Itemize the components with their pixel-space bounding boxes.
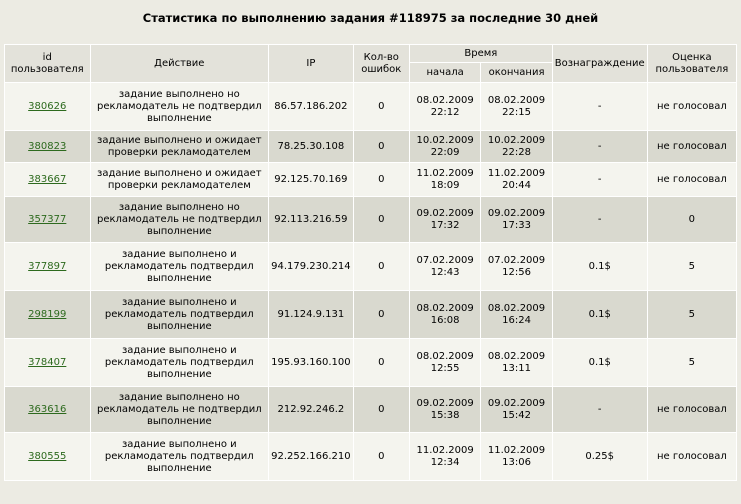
end-time-cell: 07.02.2009 12:56 <box>481 243 552 291</box>
end-time-cell: 09.02.2009 15:42 <box>481 387 552 433</box>
start-time-cell: 08.02.2009 12:55 <box>409 339 480 387</box>
user-id-cell <box>5 339 91 387</box>
user-id-cell <box>5 83 91 131</box>
ip-cell: 92.113.216.59 <box>269 197 354 243</box>
rating-cell: не голосовал <box>647 131 736 163</box>
action-cell: задание выполнено но рекламодатель не подтвердил выполнение <box>90 197 269 243</box>
user-id-link[interactable]: 377897 <box>28 260 67 272</box>
reward-cell: - <box>552 197 647 243</box>
user-id-cell <box>5 433 91 481</box>
header-action: Действие <box>90 45 269 83</box>
errors-cell: 0 <box>353 163 409 197</box>
header-errors: Кол-во ошибок <box>353 45 409 83</box>
header-time-start: начала <box>409 63 480 83</box>
page-title: Статистика по выполнению задания #118975 за последние 30 дней <box>142 11 599 25</box>
stats-table <box>4 44 737 481</box>
user-id-cell <box>5 163 91 197</box>
end-time-cell: 08.02.2009 22:15 <box>481 83 552 131</box>
user-id-cell <box>5 291 91 339</box>
action-cell: задание выполнено и ожидает проверки рекламодателем <box>90 131 269 163</box>
start-time-cell: 07.02.2009 12:43 <box>409 243 480 291</box>
user-id-cell <box>5 197 91 243</box>
errors-cell: 0 <box>353 291 409 339</box>
header-rating: Оценка пользователя <box>647 45 736 83</box>
table-row <box>5 339 737 387</box>
user-id-link[interactable]: 380555 <box>28 450 67 462</box>
table-row <box>5 83 737 131</box>
start-time-cell: 09.02.2009 15:38 <box>409 387 480 433</box>
ip-cell: 94.179.230.214 <box>269 243 354 291</box>
start-time-cell: 08.02.2009 16:08 <box>409 291 480 339</box>
header-time: Время <box>409 45 552 63</box>
ip-cell: 91.124.9.131 <box>269 291 354 339</box>
action-cell: задание выполнено но рекламодатель не подтвердил выполнение <box>90 83 269 131</box>
reward-cell: - <box>552 131 647 163</box>
table-row <box>5 243 737 291</box>
user-id-link[interactable]: 363616 <box>28 403 67 415</box>
table-body <box>5 83 737 481</box>
reward-cell: 0.1$ <box>552 291 647 339</box>
user-id-link[interactable]: 298199 <box>28 308 67 320</box>
reward-cell: 0.25$ <box>552 433 647 481</box>
action-cell: задание выполнено и ожидает проверки рекламодателем <box>90 163 269 197</box>
end-time-cell: 11.02.2009 13:06 <box>481 433 552 481</box>
errors-cell: 0 <box>353 339 409 387</box>
header-time-end: окончания <box>481 63 552 83</box>
action-cell: задание выполнено и рекламодатель подтвердил выполнение <box>90 433 269 481</box>
user-id-cell <box>5 131 91 163</box>
user-id-link[interactable]: 380626 <box>28 100 67 112</box>
rating-cell: 5 <box>647 243 736 291</box>
action-cell: задание выполнено и рекламодатель подтвердил выполнение <box>90 339 269 387</box>
errors-cell: 0 <box>353 83 409 131</box>
rating-cell: не голосовал <box>647 163 736 197</box>
header-ip: IP <box>269 45 354 83</box>
action-cell: задание выполнено и рекламодатель подтвердил выполнение <box>90 243 269 291</box>
errors-cell: 0 <box>353 387 409 433</box>
ip-cell: 195.93.160.100 <box>269 339 354 387</box>
ip-cell: 92.125.70.169 <box>269 163 354 197</box>
start-time-cell: 11.02.2009 12:34 <box>409 433 480 481</box>
rating-cell: 5 <box>647 339 736 387</box>
header-reward: Вознаграждение <box>552 45 647 83</box>
table-row <box>5 131 737 163</box>
errors-cell: 0 <box>353 197 409 243</box>
table-row <box>5 291 737 339</box>
errors-cell: 0 <box>353 131 409 163</box>
start-time-cell: 09.02.2009 17:32 <box>409 197 480 243</box>
reward-cell: - <box>552 83 647 131</box>
action-cell: задание выполнено и рекламодатель подтвердил выполнение <box>90 291 269 339</box>
reward-cell: - <box>552 387 647 433</box>
header-id: id пользователя <box>5 45 91 83</box>
errors-cell: 0 <box>353 433 409 481</box>
rating-cell: не голосовал <box>647 83 736 131</box>
end-time-cell: 09.02.2009 17:33 <box>481 197 552 243</box>
table-row <box>5 433 737 481</box>
ip-cell: 212.92.246.2 <box>269 387 354 433</box>
rating-cell: не голосовал <box>647 387 736 433</box>
ip-cell: 92.252.166.210 <box>269 433 354 481</box>
ip-cell: 86.57.186.202 <box>269 83 354 131</box>
ip-cell: 78.25.30.108 <box>269 131 354 163</box>
start-time-cell: 10.02.2009 22:09 <box>409 131 480 163</box>
end-time-cell: 11.02.2009 20:44 <box>481 163 552 197</box>
reward-cell: 0.1$ <box>552 243 647 291</box>
start-time-cell: 11.02.2009 18:09 <box>409 163 480 197</box>
rating-cell: 0 <box>647 197 736 243</box>
user-id-cell <box>5 387 91 433</box>
table-row <box>5 163 737 197</box>
end-time-cell: 10.02.2009 22:28 <box>481 131 552 163</box>
user-id-link[interactable]: 383667 <box>28 173 67 185</box>
user-id-link[interactable]: 357377 <box>28 213 67 225</box>
errors-cell: 0 <box>353 243 409 291</box>
start-time-cell: 08.02.2009 22:12 <box>409 83 480 131</box>
table-row <box>5 197 737 243</box>
user-id-link[interactable]: 378407 <box>28 356 67 368</box>
reward-cell: - <box>552 163 647 197</box>
user-id-cell <box>5 243 91 291</box>
table-row <box>5 387 737 433</box>
action-cell: задание выполнено но рекламодатель не подтвердил выполнение <box>90 387 269 433</box>
rating-cell: 5 <box>647 291 736 339</box>
end-time-cell: 08.02.2009 13:11 <box>481 339 552 387</box>
rating-cell: не голосовал <box>647 433 736 481</box>
reward-cell: 0.1$ <box>552 339 647 387</box>
user-id-link[interactable]: 380823 <box>28 140 67 152</box>
end-time-cell: 08.02.2009 16:24 <box>481 291 552 339</box>
